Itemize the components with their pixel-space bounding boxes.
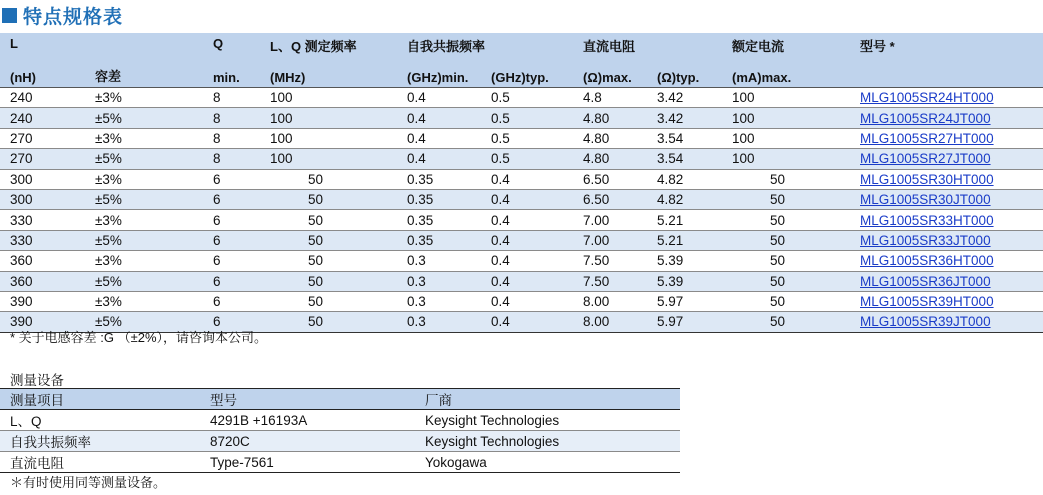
cell-current: 50 (732, 230, 860, 250)
model-link[interactable]: MLG1005SR39HT000 (860, 294, 994, 310)
equipment-table (0, 388, 680, 473)
cell-current: 50 (732, 210, 860, 230)
cell-L: 390 (0, 312, 85, 332)
equipment-note: ＊有时使用同等测量设备。 (10, 475, 167, 490)
cell-model (860, 169, 1043, 189)
col-header-freq: L、Q 测定频率 (270, 33, 407, 63)
cell-dcr-typ: 5.97 (657, 291, 732, 311)
cell-Q: 6 (213, 169, 270, 189)
col-header-model: 型号 * (860, 33, 1043, 63)
col-header-srf: 自我共振频率 (407, 33, 491, 63)
cell-dcr-max: 4.80 (583, 108, 657, 128)
cell-srf-min: 0.3 (407, 291, 491, 311)
model-link[interactable]: MLG1005SR24HT000 (860, 90, 994, 106)
cell-dcr-max: 4.8 (583, 88, 657, 108)
cell-model (860, 251, 1043, 271)
unit-dcr-typ: (Ω)typ. (657, 63, 732, 88)
model-link[interactable]: MLG1005SR39JT000 (860, 314, 991, 330)
equipment-title: 测量设备 (10, 373, 64, 388)
eq-cell: 直流电阻 (0, 452, 200, 473)
cell-freq: 50 (270, 291, 407, 311)
cell-srf-min: 0.4 (407, 149, 491, 169)
cell-model (860, 189, 1043, 209)
cell-dcr-max: 7.50 (583, 271, 657, 291)
cell-L: 270 (0, 149, 85, 169)
cell-srf-min: 0.4 (407, 128, 491, 148)
cell-srf-typ: 0.4 (491, 230, 583, 250)
table-row (0, 108, 1043, 128)
cell-tolerance: ±5% (85, 108, 213, 128)
cell-L: 270 (0, 128, 85, 148)
cell-L: 360 (0, 271, 85, 291)
cell-current: 50 (732, 312, 860, 332)
unit-srf-min: (GHz)min. (407, 63, 491, 88)
cell-dcr-typ: 4.82 (657, 169, 732, 189)
eq-cell: L、Q (0, 410, 200, 431)
unit-tolerance: 容差 (85, 63, 213, 88)
cell-tolerance: ±3% (85, 169, 213, 189)
cell-srf-typ: 0.5 (491, 108, 583, 128)
eq-cell: Yokogawa (415, 452, 680, 473)
eq-cell: Type-7561 (200, 452, 415, 473)
spec-header-row-1 (0, 33, 1043, 63)
eq-header-item: 测量项目 (0, 389, 200, 410)
cell-Q: 6 (213, 291, 270, 311)
cell-model (860, 271, 1043, 291)
cell-current: 50 (732, 291, 860, 311)
cell-L: 390 (0, 291, 85, 311)
cell-dcr-max: 4.80 (583, 149, 657, 169)
cell-dcr-max: 6.50 (583, 169, 657, 189)
unit-current: (mA)max. (732, 63, 860, 88)
cell-Q: 6 (213, 210, 270, 230)
cell-dcr-typ: 3.42 (657, 108, 732, 128)
cell-srf-typ: 0.5 (491, 128, 583, 148)
unit-Q: min. (213, 63, 270, 88)
cell-dcr-max: 8.00 (583, 312, 657, 332)
model-link[interactable]: MLG1005SR36HT000 (860, 253, 994, 269)
unit-L: (nH) (0, 63, 85, 88)
table-row (0, 189, 1043, 209)
cell-L: 330 (0, 210, 85, 230)
cell-dcr-typ: 3.42 (657, 88, 732, 108)
cell-current: 100 (732, 108, 860, 128)
cell-dcr-typ: 5.39 (657, 251, 732, 271)
cell-dcr-max: 7.50 (583, 251, 657, 271)
cell-dcr-max: 7.00 (583, 230, 657, 250)
eq-cell: Keysight Technologies (415, 431, 680, 452)
cell-freq: 100 (270, 88, 407, 108)
cell-dcr-max: 4.80 (583, 128, 657, 148)
cell-L: 360 (0, 251, 85, 271)
model-link[interactable]: MLG1005SR27HT000 (860, 130, 994, 146)
cell-srf-typ: 0.5 (491, 149, 583, 169)
cell-srf-typ: 0.4 (491, 210, 583, 230)
cell-current: 100 (732, 149, 860, 169)
model-link[interactable]: MLG1005SR30JT000 (860, 192, 991, 208)
col-header-blank-1 (85, 33, 213, 63)
cell-model (860, 128, 1043, 148)
cell-dcr-max: 8.00 (583, 291, 657, 311)
title-text: 特点规格表 (23, 6, 124, 28)
eq-header-model: 型号 (200, 389, 415, 410)
col-header-L: L (0, 33, 85, 63)
cell-Q: 6 (213, 189, 270, 209)
cell-srf-typ: 0.4 (491, 169, 583, 189)
unit-model (860, 63, 1043, 88)
model-link[interactable]: MLG1005SR33HT000 (860, 212, 994, 228)
table-row (0, 431, 680, 452)
cell-srf-min: 0.35 (407, 169, 491, 189)
cell-current: 100 (732, 128, 860, 148)
table-row (0, 452, 680, 473)
cell-Q: 8 (213, 108, 270, 128)
table-row (0, 230, 1043, 250)
cell-model (860, 108, 1043, 128)
cell-srf-typ: 0.4 (491, 312, 583, 332)
table-row (0, 169, 1043, 189)
cell-freq: 50 (270, 210, 407, 230)
eq-cell: 8720C (200, 431, 415, 452)
cell-tolerance: ±5% (85, 312, 213, 332)
cell-freq: 50 (270, 169, 407, 189)
cell-model (860, 312, 1043, 332)
cell-model (860, 210, 1043, 230)
cell-freq: 100 (270, 149, 407, 169)
cell-Q: 8 (213, 88, 270, 108)
cell-freq: 100 (270, 128, 407, 148)
cell-srf-typ: 0.4 (491, 189, 583, 209)
cell-tolerance: ±3% (85, 291, 213, 311)
cell-current: 50 (732, 169, 860, 189)
spec-header-row-2 (0, 63, 1043, 88)
cell-srf-min: 0.3 (407, 271, 491, 291)
cell-srf-typ: 0.4 (491, 251, 583, 271)
col-header-dcr: 直流电阻 (583, 33, 657, 63)
table-row (0, 291, 1043, 311)
table-row (0, 251, 1043, 271)
cell-dcr-max: 7.00 (583, 210, 657, 230)
cell-tolerance: ±5% (85, 189, 213, 209)
cell-tolerance: ±3% (85, 251, 213, 271)
eq-cell: 4291B +16193A (200, 410, 415, 431)
cell-srf-min: 0.4 (407, 108, 491, 128)
cell-dcr-max: 6.50 (583, 189, 657, 209)
model-link[interactable]: MLG1005SR36JT000 (860, 273, 991, 289)
cell-freq: 50 (270, 271, 407, 291)
cell-current: 50 (732, 189, 860, 209)
cell-Q: 8 (213, 149, 270, 169)
cell-dcr-typ: 3.54 (657, 128, 732, 148)
cell-current: 100 (732, 88, 860, 108)
cell-srf-min: 0.3 (407, 312, 491, 332)
table-row (0, 410, 680, 431)
eq-cell: Keysight Technologies (415, 410, 680, 431)
cell-tolerance: ±5% (85, 149, 213, 169)
table-row (0, 149, 1043, 169)
cell-tolerance: ±3% (85, 88, 213, 108)
cell-srf-min: 0.35 (407, 230, 491, 250)
col-header-current: 额定电流 (732, 33, 860, 63)
cell-dcr-typ: 4.82 (657, 189, 732, 209)
page-title (2, 3, 123, 27)
spec-note: * 关于电感容差 :G （±2%），请咨询本公司。 (10, 330, 268, 345)
cell-freq: 100 (270, 108, 407, 128)
cell-L: 300 (0, 169, 85, 189)
equipment-header-row (0, 389, 680, 410)
cell-L: 300 (0, 189, 85, 209)
cell-freq: 50 (270, 189, 407, 209)
cell-Q: 6 (213, 312, 270, 332)
cell-dcr-typ: 5.21 (657, 210, 732, 230)
cell-Q: 6 (213, 251, 270, 271)
col-header-Q: Q (213, 33, 270, 63)
cell-L: 240 (0, 108, 85, 128)
cell-model (860, 88, 1043, 108)
cell-model (860, 149, 1043, 169)
cell-srf-min: 0.35 (407, 210, 491, 230)
col-header-blank-3 (657, 33, 732, 63)
cell-current: 50 (732, 271, 860, 291)
col-header-blank-2 (491, 33, 583, 63)
cell-dcr-typ: 5.21 (657, 230, 732, 250)
model-link[interactable]: MLG1005SR27JT000 (860, 151, 991, 167)
cell-srf-typ: 0.5 (491, 88, 583, 108)
cell-tolerance: ±3% (85, 128, 213, 148)
cell-dcr-typ: 5.97 (657, 312, 732, 332)
table-row (0, 128, 1043, 148)
cell-freq: 50 (270, 312, 407, 332)
table-row (0, 271, 1043, 291)
eq-cell: 自我共振频率 (0, 431, 200, 452)
title-square-icon (2, 8, 17, 23)
cell-L: 330 (0, 230, 85, 250)
model-link[interactable]: MLG1005SR30HT000 (860, 171, 994, 187)
cell-srf-typ: 0.4 (491, 271, 583, 291)
model-link[interactable]: MLG1005SR33JT000 (860, 232, 991, 248)
cell-freq: 50 (270, 230, 407, 250)
cell-dcr-typ: 5.39 (657, 271, 732, 291)
spec-table (0, 33, 1043, 333)
table-row (0, 88, 1043, 108)
cell-srf-typ: 0.4 (491, 291, 583, 311)
cell-tolerance: ±5% (85, 271, 213, 291)
cell-srf-min: 0.4 (407, 88, 491, 108)
cell-freq: 50 (270, 251, 407, 271)
cell-Q: 8 (213, 128, 270, 148)
cell-Q: 6 (213, 271, 270, 291)
cell-Q: 6 (213, 230, 270, 250)
cell-current: 50 (732, 251, 860, 271)
unit-dcr-max: (Ω)max. (583, 63, 657, 88)
unit-srf-typ: (GHz)typ. (491, 63, 583, 88)
cell-srf-min: 0.3 (407, 251, 491, 271)
cell-srf-min: 0.35 (407, 189, 491, 209)
model-link[interactable]: MLG1005SR24JT000 (860, 110, 991, 126)
cell-tolerance: ±3% (85, 210, 213, 230)
cell-tolerance: ±5% (85, 230, 213, 250)
cell-L: 240 (0, 88, 85, 108)
table-row (0, 210, 1043, 230)
cell-model (860, 230, 1043, 250)
cell-model (860, 291, 1043, 311)
unit-freq: (MHz) (270, 63, 407, 88)
cell-dcr-typ: 3.54 (657, 149, 732, 169)
eq-header-maker: 厂商 (415, 389, 680, 410)
